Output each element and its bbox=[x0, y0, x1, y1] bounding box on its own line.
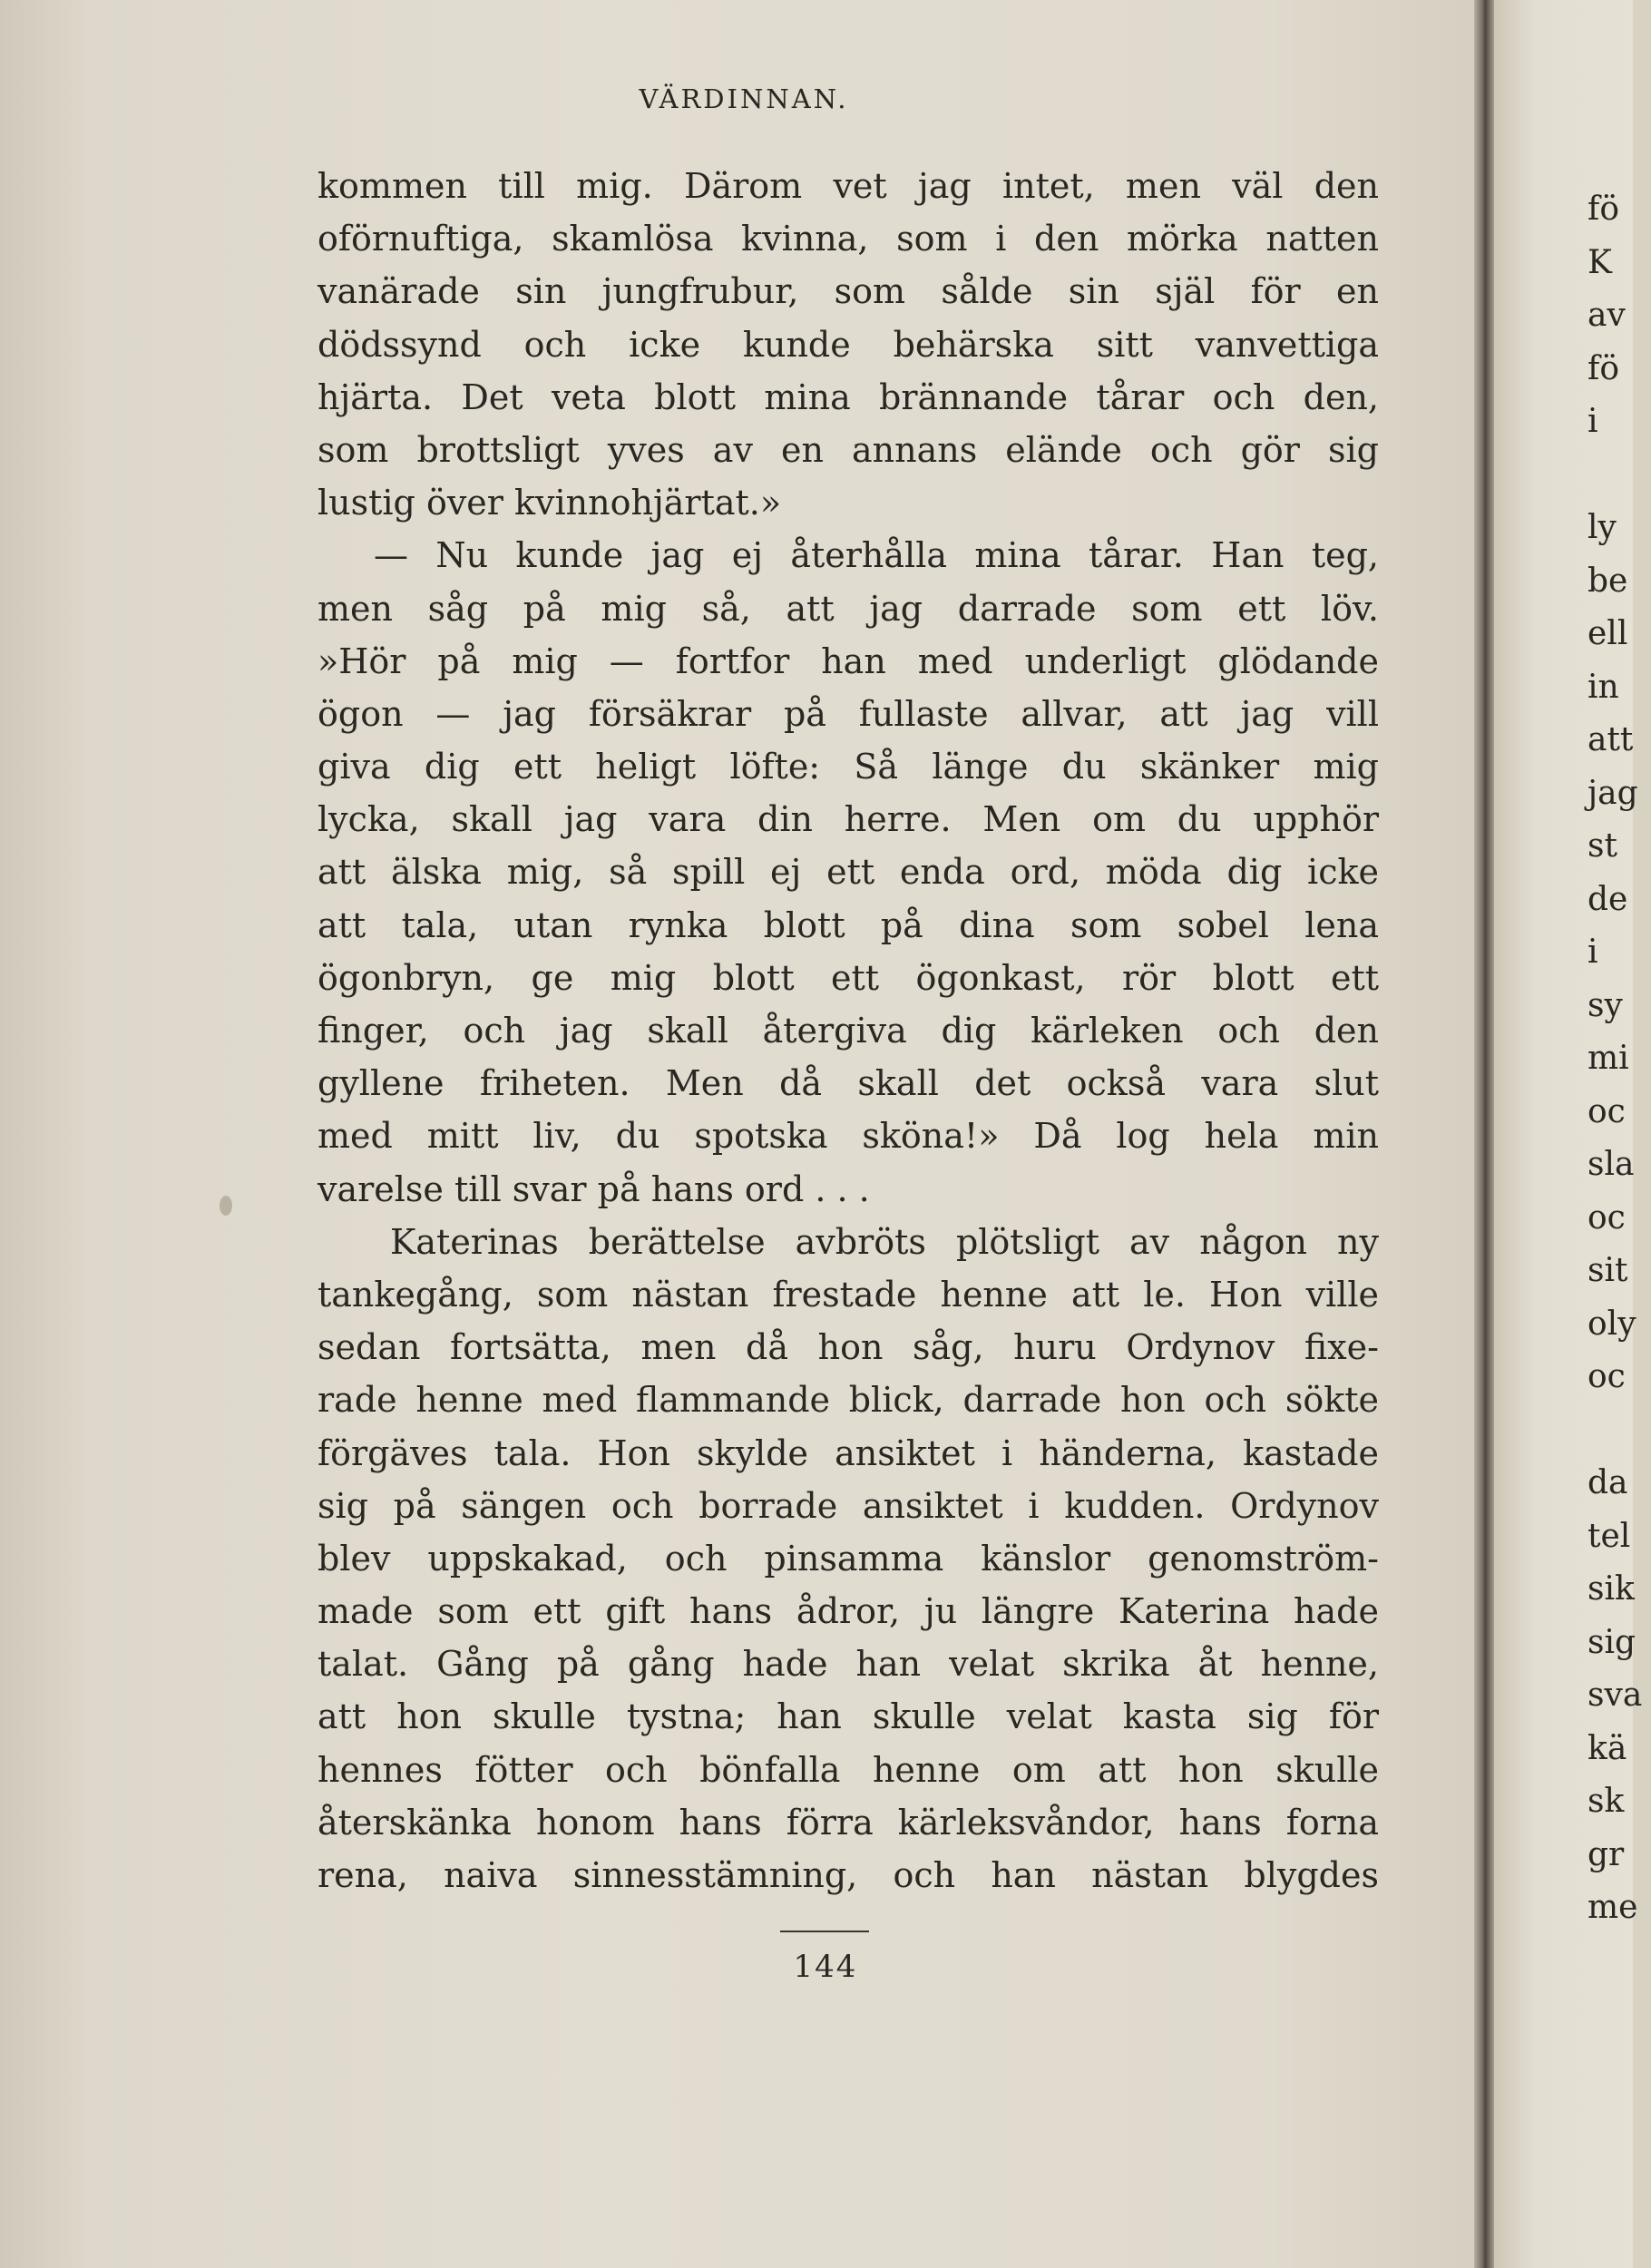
facing-page-fragment: de bbox=[1588, 880, 1628, 918]
text-line: »Hör på mig — fortfor han med underligt glödande bbox=[318, 640, 1379, 681]
text-line: Katerinas berättelse avbröts plötsligt av någon ny bbox=[390, 1221, 1379, 1262]
text-line: att tala, utan rynka blott på dina som sobel lena bbox=[318, 904, 1379, 945]
facing-page-fragment: tel bbox=[1588, 1517, 1631, 1555]
facing-page-fragment: ly bbox=[1588, 509, 1617, 546]
text-line: gyllene friheten. Men då skall det också vara slut bbox=[318, 1063, 1379, 1104]
facing-page-fragment: st bbox=[1588, 827, 1617, 865]
facing-page-fragment: i bbox=[1588, 934, 1598, 971]
running-head: VÄRDINNAN. bbox=[639, 83, 849, 114]
facing-page-fragment: ell bbox=[1588, 615, 1628, 652]
text-line: — Nu kunde jag ej återhålla mina tårar. Han teg, bbox=[374, 535, 1379, 576]
text-line: talat. Gång på gång hade han velat skrika åt henne, bbox=[318, 1644, 1379, 1685]
text-line: att hon skulle tystna; han skulle velat kasta sig för bbox=[318, 1696, 1379, 1737]
text-line: giva dig ett heligt löfte: Så länge du skänker mig bbox=[318, 747, 1379, 787]
facing-page-fragment: sit bbox=[1588, 1252, 1628, 1289]
text-line: men såg på mig så, att jag darrade som ett löv. bbox=[318, 588, 1379, 629]
text-line: hennes fötter och bönfalla henne om att hon skulle bbox=[318, 1749, 1379, 1790]
facing-page-fragment: oc bbox=[1588, 1198, 1626, 1237]
facing-page-fragment: in bbox=[1588, 668, 1619, 706]
text-line: återskänka honom hans förra kärleksvåndor, hans forna bbox=[318, 1802, 1379, 1843]
facing-page-fragment: sy bbox=[1588, 986, 1623, 1024]
text-line: ögonbryn, ge mig blott ett ögonkast, rör blott ett bbox=[318, 957, 1379, 998]
facing-page-fragment: sla bbox=[1588, 1146, 1635, 1183]
facing-page-fragment: da bbox=[1588, 1464, 1628, 1501]
body-text bbox=[318, 160, 1379, 1901]
facing-page-fragment: sva bbox=[1588, 1677, 1643, 1714]
page-number: 144 bbox=[793, 1949, 858, 1985]
text-line: som brottsligt yves av en annans elände och gör sig bbox=[318, 429, 1379, 470]
book-page-right bbox=[1494, 0, 1633, 2268]
text-line: rade henne med flammande blick, darrade hon och sökte bbox=[318, 1380, 1379, 1421]
facing-page-fragment: me bbox=[1588, 1889, 1638, 1926]
facing-page-fragment: gr bbox=[1588, 1835, 1625, 1873]
facing-page-fragment: kä bbox=[1588, 1729, 1627, 1767]
text-line: med mitt liv, du spotska sköna!» Då log hela min bbox=[318, 1116, 1379, 1157]
text-line: sedan fortsätta, men då hon såg, huru Ordynov fixe- bbox=[318, 1327, 1379, 1368]
text-line: lustig över kvinnohjärtat.» bbox=[318, 483, 782, 523]
facing-page-fragment: oly bbox=[1588, 1305, 1636, 1343]
text-line: sig på sängen och borrade ansiktet i kudden. Ordynov bbox=[318, 1485, 1379, 1526]
text-line: ögon — jag försäkrar på fullaste allvar, att jag vill bbox=[318, 693, 1379, 734]
text-line: tankegång, som nästan frestade henne att le. Hon ville bbox=[318, 1274, 1379, 1315]
facing-page-fragment: i bbox=[1588, 403, 1598, 440]
facing-page-fragment: oc bbox=[1588, 1092, 1626, 1130]
facing-page-fragment: be bbox=[1588, 562, 1628, 600]
facing-page-fragment: sik bbox=[1588, 1570, 1635, 1608]
facing-page-fragment: jag bbox=[1588, 774, 1638, 812]
facing-page-fragment: mi bbox=[1588, 1040, 1629, 1077]
facing-page-fragment: sig bbox=[1588, 1623, 1636, 1661]
text-line: blev uppskakad, och pinsamma känslor genomström- bbox=[318, 1538, 1379, 1579]
facing-page-fragment: oc bbox=[1588, 1358, 1626, 1395]
text-line: oförnuftiga, skamlösa kvinna, som i den mörka natten bbox=[318, 219, 1379, 259]
text-line: made som ett gift hans ådror, ju längre Katerina hade bbox=[318, 1591, 1379, 1632]
facing-page-fragment: sk bbox=[1588, 1783, 1625, 1820]
facing-page-fragment: av bbox=[1588, 297, 1626, 334]
text-line: finger, och jag skall återgiva dig kärleken och den bbox=[318, 1011, 1379, 1051]
text-line: att älska mig, så spill ej ett enda ord, möda dig icke bbox=[318, 852, 1379, 893]
text-line: varelse till svar på hans ord . . . bbox=[318, 1168, 870, 1209]
book-spine bbox=[1474, 0, 1494, 2268]
text-line: hjärta. Det veta blott mina brännande tårar och den, bbox=[318, 376, 1379, 417]
text-line: vanärade sin jungfrubur, som sålde sin själ för en bbox=[318, 271, 1379, 312]
facing-page-fragment: att bbox=[1588, 721, 1634, 758]
footer-rule bbox=[780, 1931, 869, 1932]
text-line: kommen till mig. Därom vet jag intet, men väl den bbox=[318, 166, 1379, 206]
text-line: dödssynd och icke kunde behärska sitt vanvettiga bbox=[318, 324, 1379, 365]
facing-page-fragment: K bbox=[1588, 243, 1612, 281]
text-line: rena, naiva sinnesstämning, och han nästan blygdes bbox=[318, 1855, 1379, 1895]
paper-blemish bbox=[220, 1196, 232, 1216]
text-line: lycka, skall jag vara din herre. Men om du upphör bbox=[318, 799, 1379, 840]
text-line: förgäves tala. Hon skylde ansiktet i händerna, kastade bbox=[318, 1432, 1379, 1473]
facing-page-fragment: fö bbox=[1588, 349, 1619, 387]
facing-page-fragment: fö bbox=[1588, 191, 1619, 228]
